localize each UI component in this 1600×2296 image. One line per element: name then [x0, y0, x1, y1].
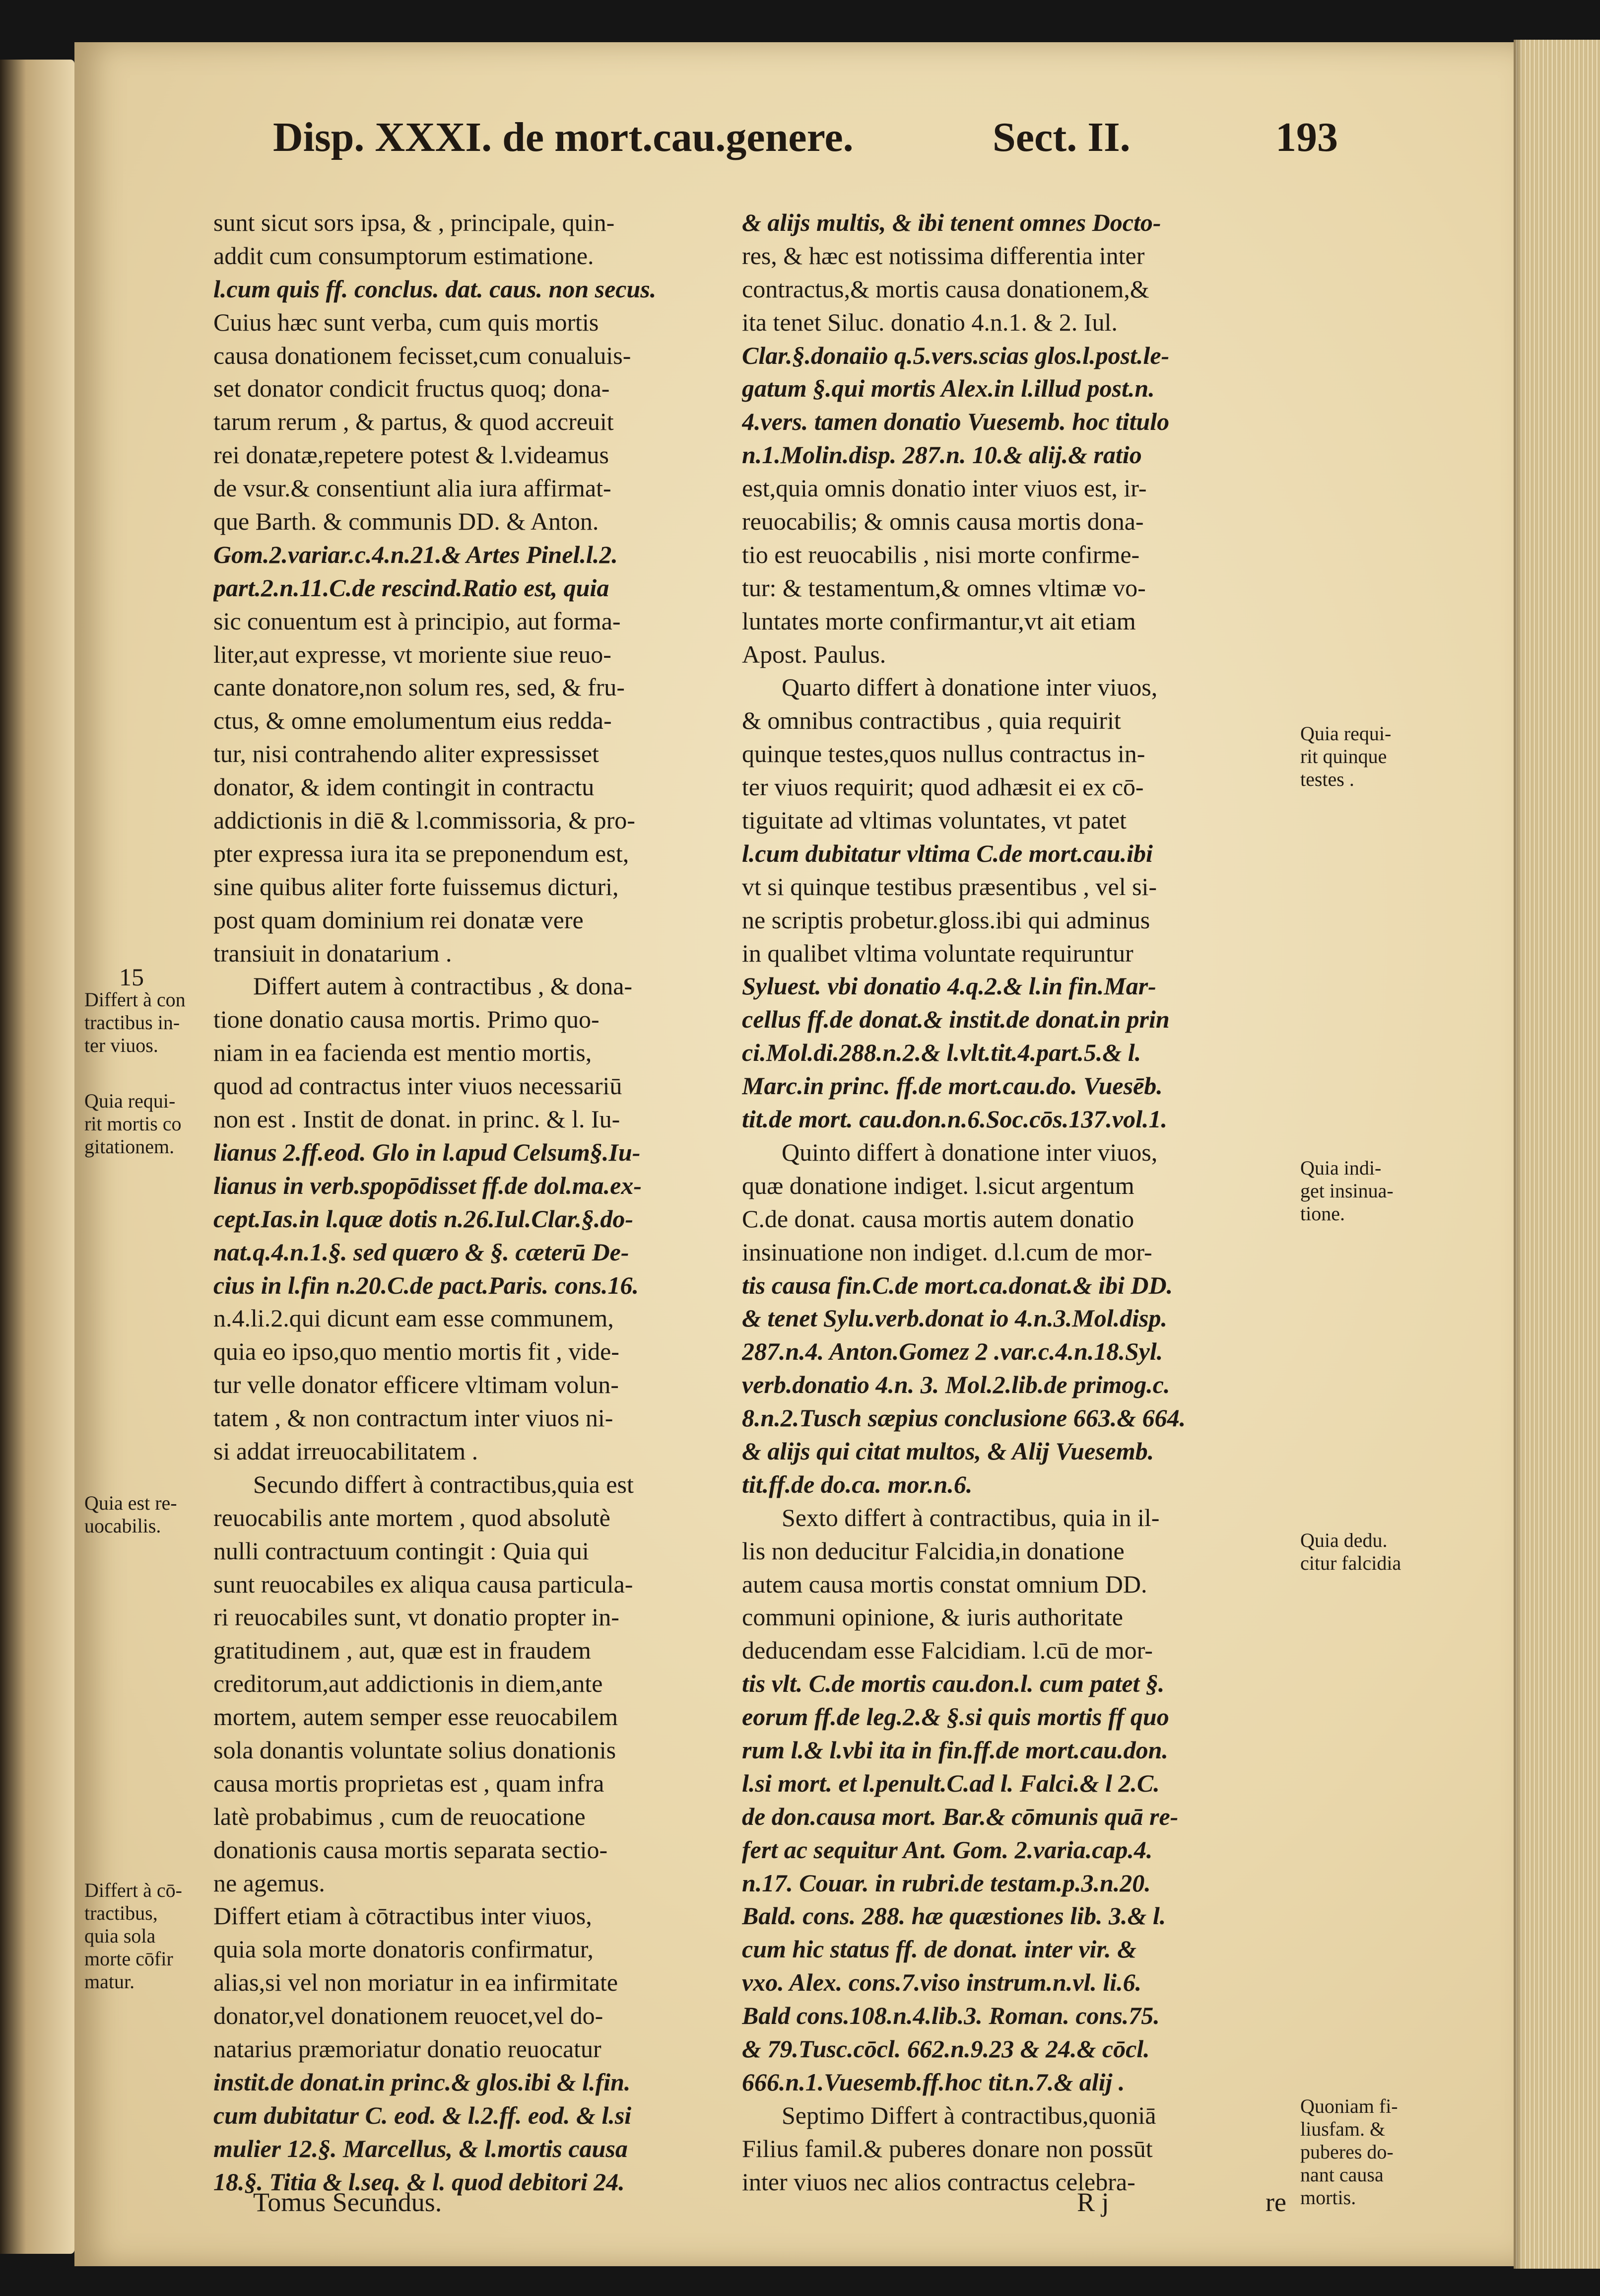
text-line: Differt autem à contractibus , & dona- — [253, 972, 633, 1000]
text-line: vt si quinque testibus præsentibus , vel si- — [742, 872, 1157, 901]
text-line: tiguitate ad vltimas voluntates, vt patet — [742, 806, 1127, 835]
margin-line: testes . — [1300, 768, 1354, 790]
text-line: cellus ff.de donat.& instit.de donat.in prin — [742, 1005, 1170, 1034]
text-line: reuocabilis; & omnis causa mortis dona- — [742, 507, 1144, 536]
text-line: Filius famil.& puberes donare non possūt — [742, 2134, 1153, 2162]
margin-note-reuocabilis — [84, 1492, 177, 1537]
text-line: tur velle donator efficere vltimam volun- — [213, 1371, 619, 1399]
text-line: & alijs qui citat multos, & Alij Vuesemb. — [742, 1437, 1154, 1465]
text-line: ne agemus. — [213, 1869, 325, 1897]
text-line: & omnibus contractibus , quia requirit — [742, 706, 1121, 735]
left-text-column — [213, 206, 824, 2198]
text-line: gratitudinem , aut, quæ est in fraudem — [213, 1636, 591, 1665]
text-line: contractus,& mortis causa donationem,& — [742, 275, 1149, 303]
text-line: quod ad contractus inter viuos necessariū — [213, 1072, 622, 1100]
text-line: C.de donat. causa mortis autem donatio — [742, 1204, 1134, 1233]
margin-line: tractibus in- — [84, 1011, 180, 1034]
margin-line: gitationem. — [84, 1135, 175, 1158]
margin-note-filiusfam — [1300, 2095, 1398, 2209]
text-line: ita tenet Siluc. donatio 4.n.1. & 2. Iul. — [742, 308, 1118, 336]
text-line: n.17. Couar. in rubri.de testam.p.3.n.20. — [742, 1869, 1151, 1897]
margin-line: rit mortis co — [84, 1113, 182, 1135]
text-line: tio est reuocabilis , nisi morte confirme- — [742, 540, 1140, 568]
text-line: non est . Instit de donat. in princ. & l. Iu- — [213, 1105, 620, 1133]
text-line: rum l.& l.vbi ita in fin.ff.de mort.cau.don. — [742, 1736, 1168, 1764]
text-line: de vsur.& consentiunt alia iura affirmat- — [213, 474, 611, 502]
text-line: & alijs multis, & ibi tenent omnes Docto- — [742, 209, 1161, 236]
margin-line: rit quinque — [1300, 745, 1387, 767]
margin-note-insinuatione — [1300, 1157, 1394, 1225]
text-line: set donator condicit fructus quoq; dona- — [213, 374, 610, 403]
text-line: l.cum dubitatur vltima C.de mort.cau.ibi — [742, 839, 1153, 867]
text-line: transiuit in donatarium . — [213, 939, 452, 967]
margin-note-mortis-cogitationem — [84, 1090, 182, 1158]
margin-line: Quia dedu. — [1300, 1529, 1388, 1551]
text-line: cante donatore,non solum res, sed, & fru- — [213, 673, 625, 701]
text-line: Quarto differt à donatione inter viuos, — [782, 673, 1158, 701]
text-line: & tenet Sylu.verb.donat io 4.n.3.Mol.disp. — [742, 1304, 1168, 1332]
margin-line: Quia indi- — [1300, 1157, 1382, 1179]
text-line: Sexto differt à contractibus, quia in il- — [782, 1503, 1160, 1531]
text-line: in qualibet vltima voluntate requiruntur — [742, 939, 1133, 967]
margin-line: quia sola — [84, 1925, 156, 1947]
margin-line: Quia est re- — [84, 1492, 177, 1514]
text-line: n.1.Molin.disp. 287.n. 10.& alij.& ratio — [742, 441, 1142, 469]
text-line: tatem , & non contractum inter viuos ni- — [213, 1404, 613, 1432]
section-head: Sect. II. — [993, 114, 1131, 160]
margin-number: 15 — [119, 963, 144, 991]
text-line: rei donatæ,repetere potest & l.videamus — [213, 441, 609, 469]
margin-line: Quia requi- — [1300, 722, 1392, 745]
text-line: communi opinione, & iuris authoritate — [742, 1603, 1123, 1631]
text-line: quia eo ipso,quo mentio mortis fit , vide- — [213, 1337, 619, 1366]
margin-note-quinque-testes — [1300, 722, 1391, 791]
text-line: cum dubitatur C. eod. & l.2.ff. eod. & l.si — [213, 2101, 632, 2129]
text-line: quinque testes,quos nullus contractus in- — [742, 740, 1145, 768]
text-line: fert ac sequitur Ant. Gom. 2.varia.cap.4. — [742, 1835, 1153, 1864]
text-line: niam in ea facienda est mentio mortis, — [213, 1039, 592, 1067]
text-line: tarum rerum , & partus, & quod accreuit — [213, 408, 614, 436]
running-head: Disp. XXXI. de mort.cau.genere. — [273, 114, 854, 160]
text-line: donator, & idem contingit in contractu — [213, 773, 595, 801]
text-line: 666.n.1.Vuesemb.ff.hoc tit.n.7.& alij . — [742, 2068, 1125, 2096]
margin-line: uocabilis. — [84, 1515, 161, 1537]
text-line: lianus in verb.spopōdisset ff.de dol.ma.ex- — [213, 1171, 642, 1199]
text-line: sine quibus aliter forte fuissemus dicturi, — [213, 872, 619, 901]
text-line: Bald cons.108.n.4.lib.3. Roman. cons.75. — [742, 2002, 1160, 2030]
text-line: de don.causa mort. Bar.& cōmunis quā re- — [742, 1802, 1179, 1830]
text-line: cius in l.fin n.20.C.de pact.Paris. cons.16. — [213, 1271, 639, 1299]
text-line: liter,aut expresse, vt moriente siue reuo- — [213, 640, 611, 668]
text-line: gatum §.qui mortis Alex.in l.illud post.n. — [742, 374, 1155, 403]
text-line: ri reuocabiles sunt, vt donatio propter in- — [213, 1603, 619, 1631]
text-line: eorum ff.de leg.2.& §.si quis mortis ff quo — [742, 1703, 1169, 1731]
text-line: Differt etiam à cōtractibus inter viuos, — [213, 1902, 592, 1930]
text-line: autem causa mortis constat omnium DD. — [742, 1570, 1147, 1598]
text-line: insinuatione non indiget. d.l.cum de mor- — [742, 1238, 1152, 1266]
text-line: Apost. Paulus. — [742, 640, 886, 668]
text-line: latè probabimus , cum de reuocatione — [213, 1802, 586, 1830]
text-line: nat.q.4.n.1.§. sed quæro & §. cæterū De- — [213, 1238, 629, 1266]
text-line: 18.§. Titia & l.seq. & l. quod debitori 24. — [213, 2167, 625, 2196]
text-line: l.cum quis ff. conclus. dat. caus. non secus. — [213, 275, 657, 303]
text-line: alias,si vel non moriatur in ea infirmitate — [213, 1968, 618, 1997]
text-line: Clar.§.donaiio q.5.vers.scias glos.l.post.le- — [742, 341, 1170, 369]
text-line: Syluest. vbi donatio 4.q.2.& l.in fin.Mar- — [742, 972, 1156, 1000]
text-line: pter expressa iura ita se preponendum est, — [213, 839, 629, 867]
text-line: l.si mort. et l.penult.C.ad l. Falci.& l 2.C. — [742, 1769, 1160, 1797]
text-line: deducendam esse Falcidiam. l.cū de mor- — [742, 1636, 1153, 1665]
signature-mark: R j — [1077, 2187, 1109, 2217]
margin-line: Quia requi- — [84, 1090, 176, 1112]
text-line: part.2.n.11.C.de rescind.Ratio est, quia — [213, 573, 609, 602]
text-line: sic conuentum est à principio, aut forma- — [213, 607, 621, 635]
text-line: Cuius hæc sunt verba, cum quis mortis — [213, 308, 599, 336]
text-line: lianus 2.ff.eod. Glo in l.apud Celsum§.Iu- — [213, 1138, 641, 1166]
margin-line: liusfam. & — [1300, 2118, 1386, 2140]
margin-line: tione. — [1300, 1202, 1345, 1225]
text-line: causa donationem fecisset,cum conualuis- — [213, 341, 631, 369]
text-line: tis causa fin.C.de mort.ca.donat.& ibi DD. — [742, 1271, 1173, 1299]
text-line: mulier 12.§. Marcellus, & l.mortis causa — [213, 2134, 628, 2162]
text-line: tit.ff.de do.ca. mor.n.6. — [742, 1470, 973, 1498]
page-edges — [1514, 40, 1600, 2269]
text-line: tur, nisi contrahendo aliter expressisset — [213, 740, 599, 768]
text-line: causa mortis proprietas est , quam infra — [213, 1769, 604, 1797]
margin-line: Differt à cō- — [84, 1879, 182, 1901]
text-line: est,quia omnis donatio inter viuos est, ir- — [742, 474, 1147, 502]
text-line: Marc.in princ. ff.de mort.cau.do. Vuesēb. — [742, 1072, 1163, 1100]
text-line: verb.donatio 4.n. 3. Mol.2.lib.de primog.c. — [742, 1371, 1170, 1399]
margin-line: matur. — [84, 1970, 135, 1993]
text-line: Quinto differt à donatione inter viuos, — [782, 1138, 1158, 1166]
text-line: 8.n.2.Tusch sæpius conclusione 663.& 664. — [742, 1404, 1186, 1432]
text-line: ne scriptis probetur.gloss.ibi qui adminus — [742, 905, 1150, 934]
previous-page-edge — [0, 60, 74, 2254]
margin-line: puberes do- — [1300, 2141, 1394, 2163]
text-line: & 79.Tusc.cōcl. 662.n.9.23 & 24.& cōcl. — [742, 2034, 1150, 2063]
text-line: si addat irreuocabilitatem . — [213, 1437, 478, 1465]
margin-line: mortis. — [1300, 2186, 1356, 2209]
text-line: Secundo differt à contractibus,quia est — [253, 1470, 634, 1498]
text-line: reuocabilis ante mortem , quod absolutè — [213, 1503, 610, 1531]
text-line: 4.vers. tamen donatio Vuesemb. hoc titulo — [742, 408, 1170, 436]
text-line: nulli contractuum contingit : Quia qui — [213, 1536, 589, 1565]
text-line: Bald. cons. 288. hæ quæstiones lib. 3.& l. — [742, 1902, 1166, 1930]
text-line: quia sola morte donatoris confirmatur, — [213, 1935, 594, 1963]
text-line: addictionis in diē & l.commissoria, & pro- — [213, 806, 635, 835]
text-line: ter viuos requirit; quod adhæsit ei ex cō- — [742, 773, 1144, 801]
text-line: donator,vel donationem reuocet,vel do- — [213, 2002, 603, 2030]
text-line: post quam dominium rei donatæ vere — [213, 905, 584, 934]
text-line: tione donatio causa mortis. Primo quo- — [213, 1005, 600, 1034]
margin-note-morte-confirmatur — [84, 1879, 182, 1993]
text-line: tis vlt. C.de mortis cau.don.l. cum patet §. — [742, 1670, 1165, 1698]
margin-note-differt-contractibus — [84, 963, 186, 1057]
margin-line: ter viuos. — [84, 1034, 158, 1056]
text-line: inter viuos nec alios contractus celebra- — [742, 2167, 1135, 2196]
catchword: re — [1266, 2187, 1286, 2217]
text-line: tur: & testamentum,& omnes vltimæ vo- — [742, 573, 1146, 602]
margin-line: morte cōfir — [84, 1948, 173, 1970]
text-line: tit.de mort. cau.don.n.6.Soc.cōs.137.vol.1. — [742, 1105, 1167, 1133]
text-line: ci.Mol.di.288.n.2.& l.vlt.tit.4.part.5.& l. — [742, 1039, 1141, 1067]
margin-line: citur falcidia — [1300, 1552, 1401, 1574]
margin-line: get insinua- — [1300, 1180, 1394, 1202]
text-line: res, & hæc est notissima differentia inter — [742, 241, 1145, 270]
text-line: ctus, & omne emolumentum eius redda- — [213, 706, 612, 735]
volume-footer: Tomus Secundus. — [253, 2187, 442, 2217]
margin-line: nant causa — [1300, 2163, 1384, 2186]
text-line: que Barth. & communis DD. & Anton. — [213, 507, 599, 536]
text-line: n.4.li.2.qui dicunt eam esse communem, — [213, 1304, 614, 1332]
text-line: luntates morte confirmantur,vt ait etiam — [742, 607, 1136, 635]
margin-line: Differt à con — [84, 988, 186, 1011]
margin-line: Quoniam fi- — [1300, 2095, 1398, 2117]
text-line: sola donantis voluntate solius donationis — [213, 1736, 616, 1764]
text-line: instit.de donat.in princ.& glos.ibi & l.fin. — [213, 2068, 631, 2096]
text-line: cept.Ias.in l.quæ dotis n.26.Iul.Clar.§.do- — [213, 1204, 633, 1233]
page-number: 193 — [1275, 114, 1338, 160]
text-line: sunt reuocabiles ex aliqua causa particula- — [213, 1570, 633, 1598]
book-page — [74, 42, 1514, 2266]
text-line: quæ donatione indiget. l.sicut argentum — [742, 1171, 1134, 1199]
margin-line: tractibus, — [84, 1902, 158, 1924]
text-line: creditorum,aut addictionis in diem,ante — [213, 1670, 603, 1698]
text-line: lis non deducitur Falcidia,in donatione — [742, 1536, 1125, 1565]
text-line: Gom.2.variar.c.4.n.21.& Artes Pinel.l.2. — [213, 540, 618, 568]
text-line: mortem, autem semper esse reuocabilem — [213, 1703, 618, 1731]
text-line: vxo. Alex. cons.7.viso instrum.n.vl. li.6. — [742, 1968, 1142, 1997]
text-line: Septimo Differt à contractibus,quoniā — [782, 2101, 1156, 2129]
text-line: donationis causa mortis separata sectio- — [213, 1835, 608, 1864]
text-line: natarius præmoriatur donatio reuocatur — [213, 2034, 601, 2063]
text-line: addit cum consumptorum estimatione. — [213, 241, 594, 270]
text-line: sunt sicut sors ipsa, & , principale, quin- — [213, 209, 615, 236]
margin-note-falcidia — [1300, 1529, 1401, 1575]
text-line: cum hic status ff. de donat. inter vir. & — [742, 1935, 1136, 1963]
text-line: 287.n.4. Anton.Gomez 2 .var.c.4.n.18.Syl. — [742, 1337, 1163, 1366]
